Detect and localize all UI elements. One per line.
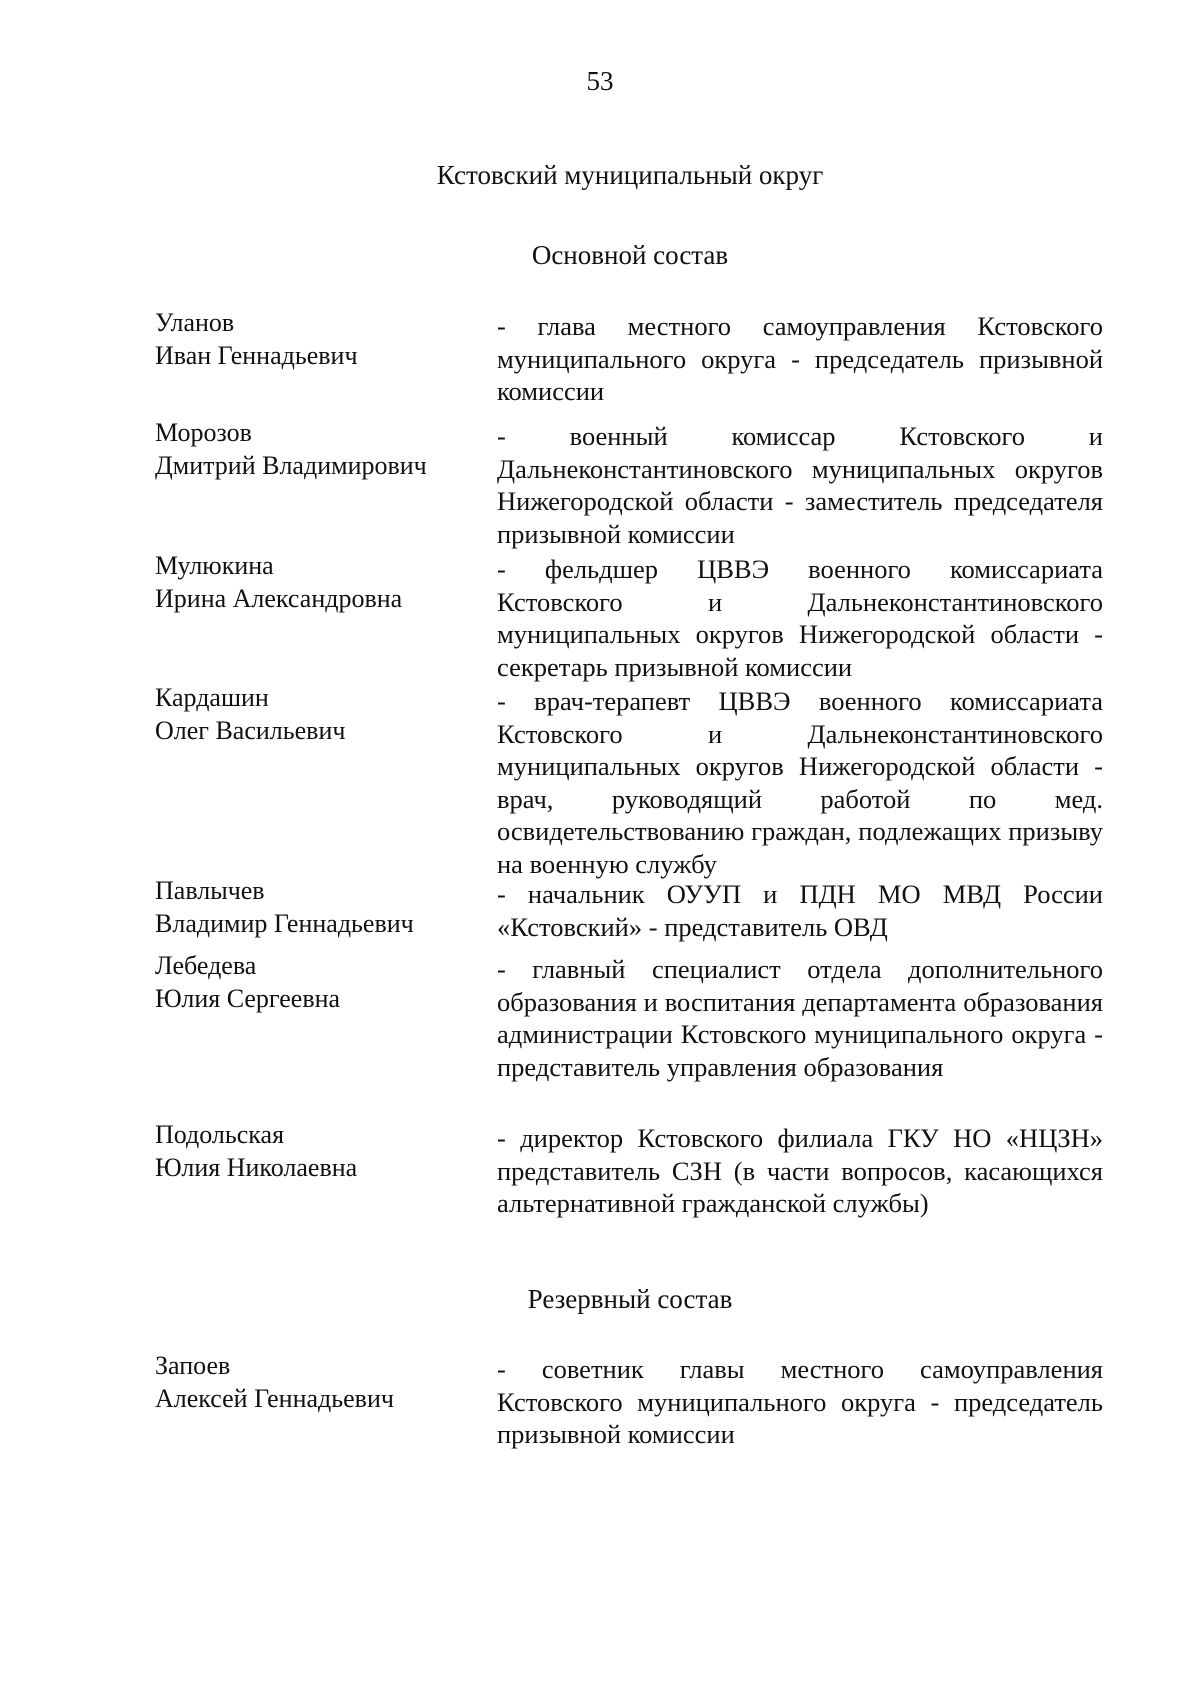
member-surname: Лебедева (155, 951, 257, 980)
member-role: - главный специалист отдела дополнительного образования и воспитания департамента образования администрации Кстовского муниципального округа - представитель управления образования (497, 954, 1103, 1082)
member-given-names: Ирина Александровна (155, 583, 403, 613)
member-surname: Запоев (155, 1351, 231, 1380)
member-given-names: Олег Васильевич (155, 715, 346, 745)
member-given-names: Юлия Сергеевна (155, 983, 341, 1013)
member-name (155, 1119, 475, 1184)
member-name (155, 550, 475, 615)
member-role: - врач-терапевт ЦВВЭ военного комиссариата Кстовского и Дальнеконстантиновского муниципальных округов Нижегородской области - врач, руководящий работой по мед. освидетельствованию граждан, подлежащих призыву на военную службу (497, 686, 1103, 879)
member-name (155, 417, 475, 482)
member-surname: Уланов (155, 308, 235, 337)
member-surname: Подольская (155, 1120, 285, 1149)
member-surname: Павлычев (155, 876, 265, 905)
member-name (155, 875, 475, 940)
member-given-names: Дмитрий Владимирович (155, 450, 427, 480)
member-given-names: Владимир Геннадьевич (155, 908, 414, 938)
member-name (155, 682, 475, 747)
member-given-names: Иван Геннадьевич (155, 340, 358, 370)
district-title: Кстовский муниципальный округ (436, 160, 824, 190)
section-title-reserve: Резервный состав (527, 1284, 733, 1314)
page-number: 53 (586, 66, 614, 96)
member-name (155, 307, 475, 372)
member-role: - военный комиссар Кстовского и Дальнеконстантиновского муниципальных округов Нижегородской области - заместитель председателя призывной комиссии (497, 421, 1103, 549)
member-name (155, 950, 475, 1015)
member-given-names: Алексей Геннадьевич (155, 1383, 394, 1413)
member-role: - советник главы местного самоуправления Кстовского муниципального округа - председатель призывной комиссии (497, 1354, 1103, 1449)
member-surname: Мулюкина (155, 551, 274, 580)
member-role: - начальник ОУУП и ПДН МО МВД России «Кстовский» - представитель ОВД (497, 879, 1103, 942)
member-given-names: Юлия Николаевна (155, 1152, 358, 1182)
member-role: - глава местного самоуправления Кстовского муниципального округа - председатель призывной комиссии (497, 311, 1103, 406)
section-title-main: Основной состав (531, 240, 729, 270)
member-role: - фельдшер ЦВВЭ военного комиссариата Кстовского и Дальнеконстантиновского муниципальных округов Нижегородской области - секретарь призывной комиссии (497, 554, 1103, 682)
member-surname: Морозов (155, 418, 252, 447)
member-name (155, 1350, 475, 1415)
member-surname: Кардашин (155, 683, 269, 712)
member-role: - директор Кстовского филиала ГКУ НО «НЦЗН» представитель СЗН (в части вопросов, касающихся альтернативной гражданской службы) (497, 1123, 1103, 1218)
